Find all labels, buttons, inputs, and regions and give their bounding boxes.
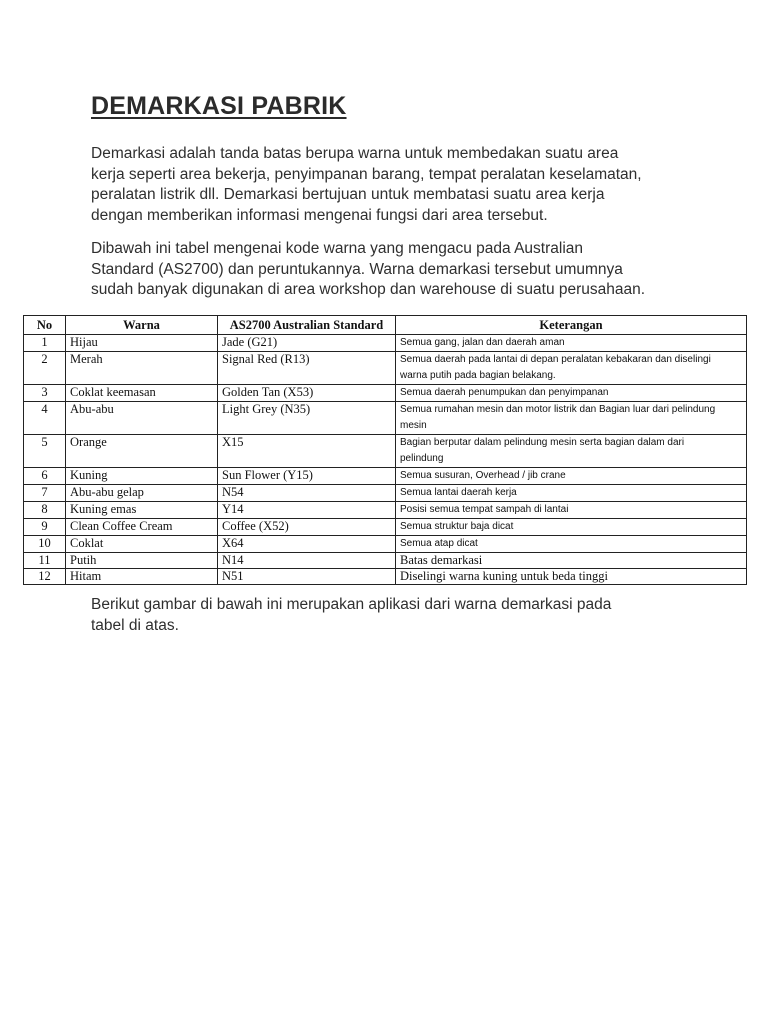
table-row — [24, 402, 747, 435]
cell-standard: X15 — [218, 435, 396, 468]
cell-keterangan — [396, 402, 747, 435]
cell-standard: Light Grey (N35) — [218, 402, 396, 435]
closing-line: tabel di atas. — [91, 616, 179, 634]
cell-no: 10 — [24, 536, 66, 553]
header-no: No — [24, 316, 66, 335]
cell-no: 12 — [24, 569, 66, 585]
table-row — [24, 553, 747, 569]
cell-no: 6 — [24, 468, 66, 485]
table-row — [24, 485, 747, 502]
cell-no: 2 — [24, 352, 66, 385]
cell-warna: Abu-abu gelap — [66, 485, 218, 502]
cell-no: 1 — [24, 335, 66, 352]
page-title: DEMARKASI PABRIK — [91, 92, 347, 120]
keterangan-line: Posisi semua tempat sampah di lantai — [400, 504, 569, 515]
keterangan-line: Semua daerah pada lantai di depan peralatan kebakaran dan diselingi — [400, 354, 711, 365]
cell-standard: Golden Tan (X53) — [218, 385, 396, 402]
cell-keterangan — [396, 569, 747, 585]
table-row — [24, 502, 747, 519]
cell-keterangan — [396, 435, 747, 468]
intro-line: kerja seperti area bekerja, penyimpanan barang, tempat peralatan keselamatan, — [91, 165, 642, 183]
table-intro-line: sudah banyak digunakan di area workshop dan warehouse di suatu perusahaan. — [91, 281, 646, 298]
cell-no: 8 — [24, 502, 66, 519]
table-row — [24, 352, 747, 385]
table-row — [24, 536, 747, 553]
cell-standard: Y14 — [218, 502, 396, 519]
table-intro-paragraph — [91, 239, 691, 301]
cell-keterangan — [396, 385, 747, 402]
keterangan-line: mesin — [400, 420, 427, 431]
table-header-row — [24, 316, 747, 335]
demarkasi-table — [23, 315, 747, 585]
intro-line: Demarkasi adalah tanda batas berupa warna untuk membedakan suatu area — [91, 145, 619, 162]
cell-warna: Coklat — [66, 536, 218, 553]
table-row — [24, 385, 747, 402]
header-warna: Warna — [66, 316, 218, 335]
cell-no: 11 — [24, 553, 66, 569]
cell-keterangan — [396, 553, 747, 569]
cell-warna: Hijau — [66, 335, 218, 352]
header-keterangan: Keterangan — [396, 316, 747, 335]
cell-standard: Signal Red (R13) — [218, 352, 396, 385]
cell-keterangan — [396, 468, 747, 485]
cell-warna: Merah — [66, 352, 218, 385]
cell-warna: Kuning — [66, 468, 218, 485]
keterangan-line: pelindung — [400, 453, 444, 464]
cell-warna: Abu-abu — [66, 402, 218, 435]
table-row — [24, 435, 747, 468]
cell-no: 7 — [24, 485, 66, 502]
cell-warna: Clean Coffee Cream — [66, 519, 218, 536]
cell-keterangan — [396, 335, 747, 352]
closing-line: Berikut gambar di bawah ini merupakan aplikasi dari warna demarkasi pada — [91, 596, 612, 613]
table-intro-line: Standard (AS2700) dan peruntukannya. Warna demarkasi tersebut umumnya — [91, 260, 623, 278]
cell-warna: Orange — [66, 435, 218, 468]
table-body — [24, 335, 747, 585]
table-row — [24, 569, 747, 585]
intro-line: peralatan listrik dll. Demarkasi bertujuan untuk membatasi suatu area kerja — [91, 186, 605, 203]
cell-standard: N14 — [218, 553, 396, 569]
cell-keterangan — [396, 519, 747, 536]
table-row — [24, 335, 747, 352]
closing-paragraph — [91, 595, 691, 636]
cell-warna: Putih — [66, 553, 218, 569]
cell-standard: X64 — [218, 536, 396, 553]
keterangan-line: Semua rumahan mesin dan motor listrik dan Bagian luar dari pelindung — [400, 404, 716, 415]
keterangan-line: Bagian berputar dalam pelindung mesin serta bagian dalam dari — [400, 437, 685, 448]
cell-no: 3 — [24, 385, 66, 402]
keterangan-line: Semua susuran, Overhead / jib crane — [400, 470, 566, 481]
cell-keterangan — [396, 502, 747, 519]
keterangan-line: Semua struktur baja dicat — [400, 521, 514, 532]
cell-warna: Coklat keemasan — [66, 385, 218, 402]
intro-paragraph — [91, 144, 691, 226]
header-standard: AS2700 Australian Standard — [218, 316, 396, 335]
cell-warna: Hitam — [66, 569, 218, 585]
cell-keterangan — [396, 352, 747, 385]
table-intro-line: Dibawah ini tabel mengenai kode warna yang mengacu pada Australian — [91, 240, 584, 257]
cell-standard: Coffee (X52) — [218, 519, 396, 536]
keterangan-line: Batas demarkasi — [400, 553, 483, 567]
intro-line: dengan memberikan informasi mengenai fungsi dari area tersebut. — [91, 206, 548, 224]
table-row — [24, 468, 747, 485]
cell-keterangan — [396, 485, 747, 502]
cell-standard: Jade (G21) — [218, 335, 396, 352]
cell-keterangan — [396, 536, 747, 553]
cell-no: 5 — [24, 435, 66, 468]
cell-warna: Kuning emas — [66, 502, 218, 519]
cell-standard: N54 — [218, 485, 396, 502]
cell-no: 4 — [24, 402, 66, 435]
cell-standard: Sun Flower (Y15) — [218, 468, 396, 485]
keterangan-line: warna putih pada bagian belakang. — [400, 370, 556, 381]
cell-standard: N51 — [218, 569, 396, 585]
keterangan-line: Semua atap dicat — [400, 538, 478, 549]
keterangan-line: Semua gang, jalan dan daerah aman — [400, 337, 565, 348]
cell-no: 9 — [24, 519, 66, 536]
keterangan-line: Semua lantai daerah kerja — [400, 487, 517, 498]
table-row — [24, 519, 747, 536]
keterangan-line: Semua daerah penumpukan dan penyimpanan — [400, 387, 609, 398]
keterangan-line: Diselingi warna kuning untuk beda tinggi — [400, 569, 608, 583]
